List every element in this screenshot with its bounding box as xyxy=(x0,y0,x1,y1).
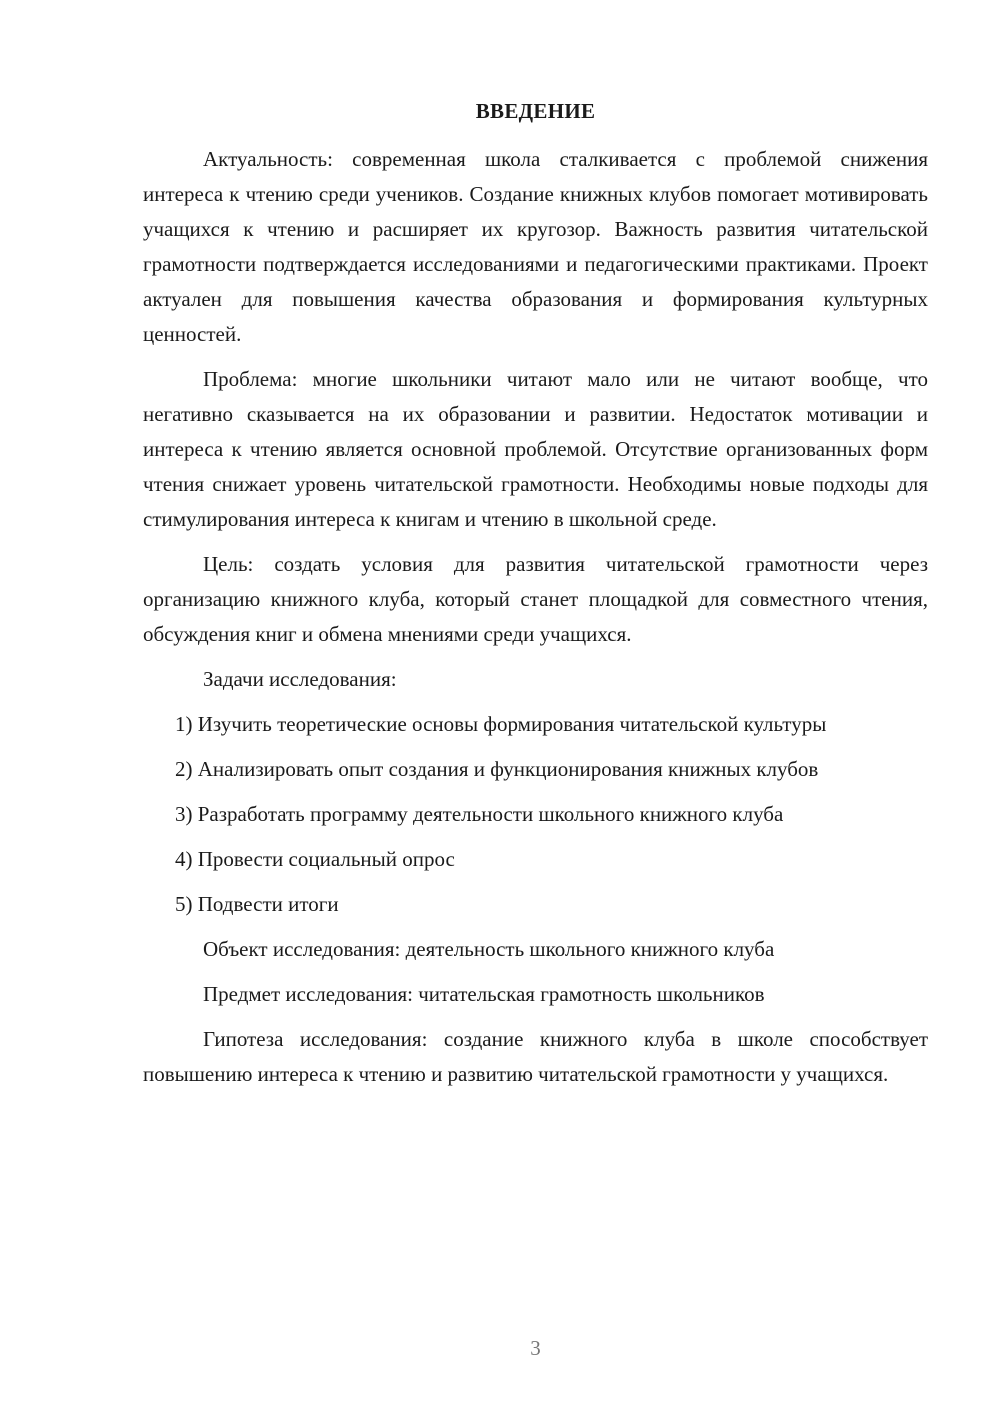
problem-paragraph: Проблема: многие школьники читают мало или не читают вообще, что негативно сказывается на их образовании и развитии. Недостаток мотивации и интереса к чтению является основной проблемой. Отсутствие организованных форм чтения снижает уровень читательской грамотности. Необходимы новые подходы для стимулирования интереса к книгам и чтению в школьной среде. xyxy=(143,367,928,531)
page-number: 3 xyxy=(530,1336,541,1360)
relevance-paragraph: Актуальность: современная школа сталкивается с проблемой снижения интереса к чтению среди учеников. Создание книжных клубов помогает мотивировать учащихся к чтению и расширяет их кругозор. Важность развития читательской грамотности подтверждается исследованиями и педагогическими практиками. Проект актуален для повышения качества образования и формирования культурных ценностей. xyxy=(143,147,928,346)
tasks-heading: Задачи исследования: xyxy=(203,667,397,691)
task-item: 2) Анализировать опыт создания и функционирования книжных клубов xyxy=(175,757,819,781)
task-item: 5) Подвести итоги xyxy=(175,892,339,916)
research-object: Объект исследования: деятельность школьного книжного клуба xyxy=(203,937,775,961)
research-subject: Предмет исследования: читательская грамотность школьников xyxy=(203,982,765,1006)
document-body xyxy=(143,142,928,1102)
task-item: 3) Разработать программу деятельности школьного книжного клуба xyxy=(175,802,784,826)
hypothesis-paragraph: Гипотеза исследования: создание книжного клуба в школе способствует повышению интереса к чтению и развитию читательской грамотности у учащихся. xyxy=(143,1027,928,1086)
task-item: 4) Провести социальный опрос xyxy=(175,847,455,871)
goal-paragraph: Цель: создать условия для развития читательской грамотности через организацию книжного клуба, который станет площадкой для совместного чтения, обсуждения книг и обмена мнениями среди учащихся. xyxy=(143,552,928,646)
page-title: ВВЕДЕНИЕ xyxy=(475,99,596,123)
document-page xyxy=(143,0,928,1414)
task-item: 1) Изучить теоретические основы формирования читательской культуры xyxy=(175,712,827,736)
